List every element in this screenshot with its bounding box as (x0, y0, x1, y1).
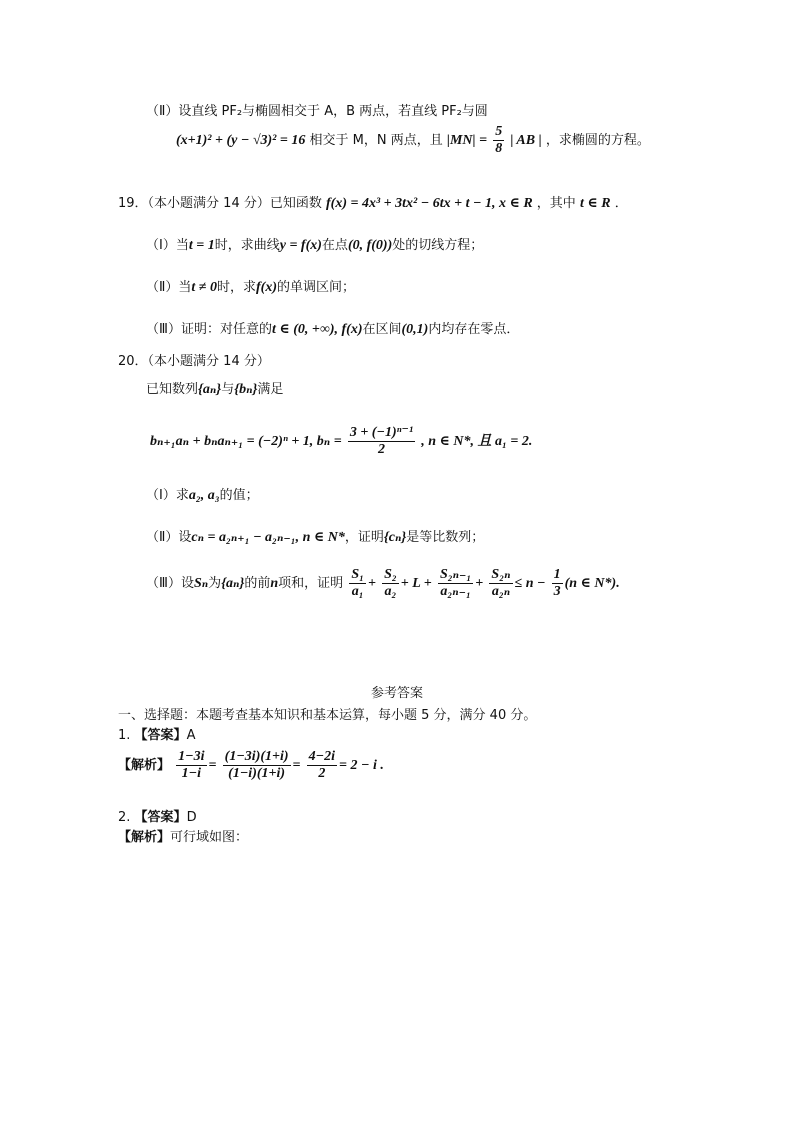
answer-2-jx-tag: 【解析】 (118, 830, 171, 845)
fraction-numerator: 5 (495, 124, 503, 139)
q20-header: 20．（本小题满分 14 分） (118, 354, 270, 369)
fraction-denominator: 3 (553, 584, 561, 599)
q19-header (118, 192, 628, 212)
fraction-numerator: (1−3i)(1+i) (224, 749, 289, 764)
q20-p3-g: 项和，证明 (278, 576, 344, 591)
q19-p3-d: (0,1) (401, 322, 429, 337)
fraction-denominator: a₂ (384, 584, 397, 599)
fraction-denominator: a₂ₙ₋₁ (440, 584, 471, 599)
q19-header-end: ，其中 (536, 196, 576, 211)
fraction-numerator: 4−2i (308, 749, 336, 764)
q18-text-end: ，求椭圆的方程。 (545, 133, 650, 148)
q19-p1-d: y = f(x) (279, 238, 322, 253)
q20-p3-f: n (270, 576, 279, 591)
equals-1: = (208, 758, 217, 773)
fraction-denominator: 2 (377, 442, 385, 457)
q20-intro-c: 与 (221, 382, 235, 397)
q19-p3-b: t ∈ (0, +∞), f(x) (271, 322, 363, 337)
q20-p3-e: 的前 (244, 576, 271, 591)
q18-part2-line1: （Ⅱ）设直线 PF₂与椭圆相交于 A，B 两点，若直线 PF₂与圆 (146, 104, 488, 119)
answer-1-tag: 【答案】 (134, 728, 187, 743)
fraction-numerator: S₂ (384, 567, 397, 582)
q20-p1-b: a₂, a₃ (188, 488, 220, 503)
q20-intro (146, 378, 283, 398)
mn-length: |MN| = (446, 133, 488, 148)
fraction-expanded (223, 749, 291, 782)
q20-recurrence (150, 424, 532, 460)
answer-1-number: 1. (118, 728, 131, 743)
fraction-numerator: 3 + (−1)ⁿ⁻¹ (349, 425, 414, 440)
equals-2: = (292, 758, 301, 773)
fraction-s2n (489, 567, 512, 600)
q19-period: ． (614, 196, 628, 211)
q19-p2-e: 的单调区间； (277, 280, 356, 295)
fraction-denominator: 1−i (181, 766, 202, 781)
fraction-s2-a2 (382, 567, 399, 600)
answer-2-explanation (118, 826, 248, 845)
fraction-denominator: 2 (318, 766, 326, 781)
q19-p1-f: (0, f(0)) (347, 238, 393, 253)
q20-p1-a: （Ⅰ）求 (146, 488, 189, 503)
fraction-1-3i (176, 749, 206, 782)
q20-p3-c: 为 (208, 576, 222, 591)
q20-bn-fraction (348, 425, 415, 458)
q20-p3-b: Sₙ (193, 576, 209, 591)
q20-rec-lhs: bₙ₊₁aₙ + bₙaₙ₊₁ = (−2)ⁿ + 1, bₙ = (150, 434, 342, 449)
fraction-denominator: a₂ₙ (491, 584, 511, 599)
answers-section1: 一、选择题：本题考查基本知识和基本运算，每小题 5 分，满分 40 分。 (118, 708, 537, 723)
plus-sign: + (368, 576, 376, 591)
q19-p3-a: （Ⅲ）证明：对任意的 (146, 322, 272, 337)
q20-rec-rhs: , n ∈ N*, 且 a₁ = 2. (421, 434, 533, 449)
q19-function: f(x) = 4x³ + 3tx² − 6tx + t − 1, x ∈ R (326, 196, 533, 211)
q19-p2-a: （Ⅱ）当 (146, 280, 192, 295)
q19-p3-c: 在区间 (362, 322, 402, 337)
q19-p1-e: 在点 (321, 238, 348, 253)
q20-intro-a: 已知数列 (146, 382, 199, 397)
fraction-numerator: 1 (553, 567, 561, 582)
q20-intro-e: 满足 (257, 382, 284, 397)
answer-1-explanation (118, 748, 384, 784)
q20-p3-end: (n ∈ N*). (564, 576, 620, 591)
le-n-minus: ≤ n − (514, 576, 546, 591)
q19-part3 (146, 318, 519, 338)
q20-p2-d: {cₙ} (383, 530, 407, 545)
q19-p1-a: （Ⅰ）当 (146, 238, 189, 253)
q20-part2 (146, 526, 484, 546)
fraction-1-3 (552, 567, 563, 600)
q20-p2-a: （Ⅱ）设 (146, 530, 192, 545)
plus-sign-2: + (475, 576, 484, 591)
q18-part2-line2 (176, 124, 650, 157)
fraction-numerator: S₂ₙ (491, 567, 511, 582)
fraction-4-2i (307, 749, 337, 782)
q20-p2-c: ，证明 (344, 530, 384, 545)
q20-intro-b: {aₙ} (198, 382, 222, 397)
q20-p3-d: {aₙ} (221, 576, 245, 591)
q19-p3-e: 内均存在零点． (428, 322, 520, 337)
fraction-s1-a1 (349, 567, 366, 600)
q20-part3 (146, 566, 620, 602)
ellipsis-plus: + L + (400, 576, 432, 591)
q19-header-text: 19．（本小题满分 14 分）已知函数 (118, 196, 322, 211)
q19-p2-c: 时，求 (216, 280, 256, 295)
q19-p1-c: 时，求曲线 (214, 238, 280, 253)
q18-text-mid: 相交于 M，N 两点，且 (309, 133, 443, 148)
answer-1-jx-tag: 【解析】 (118, 758, 171, 773)
answer-1-value: A (186, 728, 196, 743)
fraction-numerator: S₁ (351, 567, 364, 582)
q19-part1 (146, 234, 483, 254)
q20-intro-d: {bₙ} (234, 382, 258, 397)
q20-p2-e: 是等比数列； (406, 530, 485, 545)
answers-title: 参考答案 (370, 686, 423, 701)
circle-equation: (x+1)² + (y − √3)² = 16 (176, 133, 306, 148)
q20-part1 (146, 484, 259, 504)
q20-p3-a: （Ⅲ）设 (146, 576, 194, 591)
q19-part2 (146, 276, 355, 296)
answer-2-value: D (186, 810, 197, 825)
fraction-s2n-1 (438, 567, 473, 600)
answer-2-number: 2. (118, 810, 131, 825)
q19-p2-b: t ≠ 0 (191, 280, 217, 295)
q19-p1-b: t = 1 (188, 238, 215, 253)
fraction-numerator: S₂ₙ₋₁ (439, 567, 472, 582)
q19-p2-d: f(x) (256, 280, 277, 295)
fraction-denominator: (1−i)(1+i) (228, 766, 286, 781)
q20-p2-b: cₙ = a₂ₙ₊₁ − a₂ₙ₋₁, n ∈ N* (191, 530, 345, 545)
fraction-denominator: 8 (495, 141, 503, 156)
q20-p1-c: 的值； (219, 488, 259, 503)
fraction-5-8 (493, 124, 504, 157)
q19-p1-g: 处的切线方程； (392, 238, 484, 253)
answer-1-result: = 2 − i . (339, 758, 384, 773)
ab-length: | AB | (510, 133, 542, 148)
q19-condition: t ∈ R (579, 196, 611, 211)
fraction-numerator: 1−3i (178, 749, 205, 764)
answer-1 (118, 724, 195, 743)
answer-2-tag: 【答案】 (134, 810, 187, 825)
answer-2-text: 可行域如图： (170, 830, 249, 845)
fraction-denominator: a₁ (351, 584, 364, 599)
answer-2 (118, 806, 197, 825)
